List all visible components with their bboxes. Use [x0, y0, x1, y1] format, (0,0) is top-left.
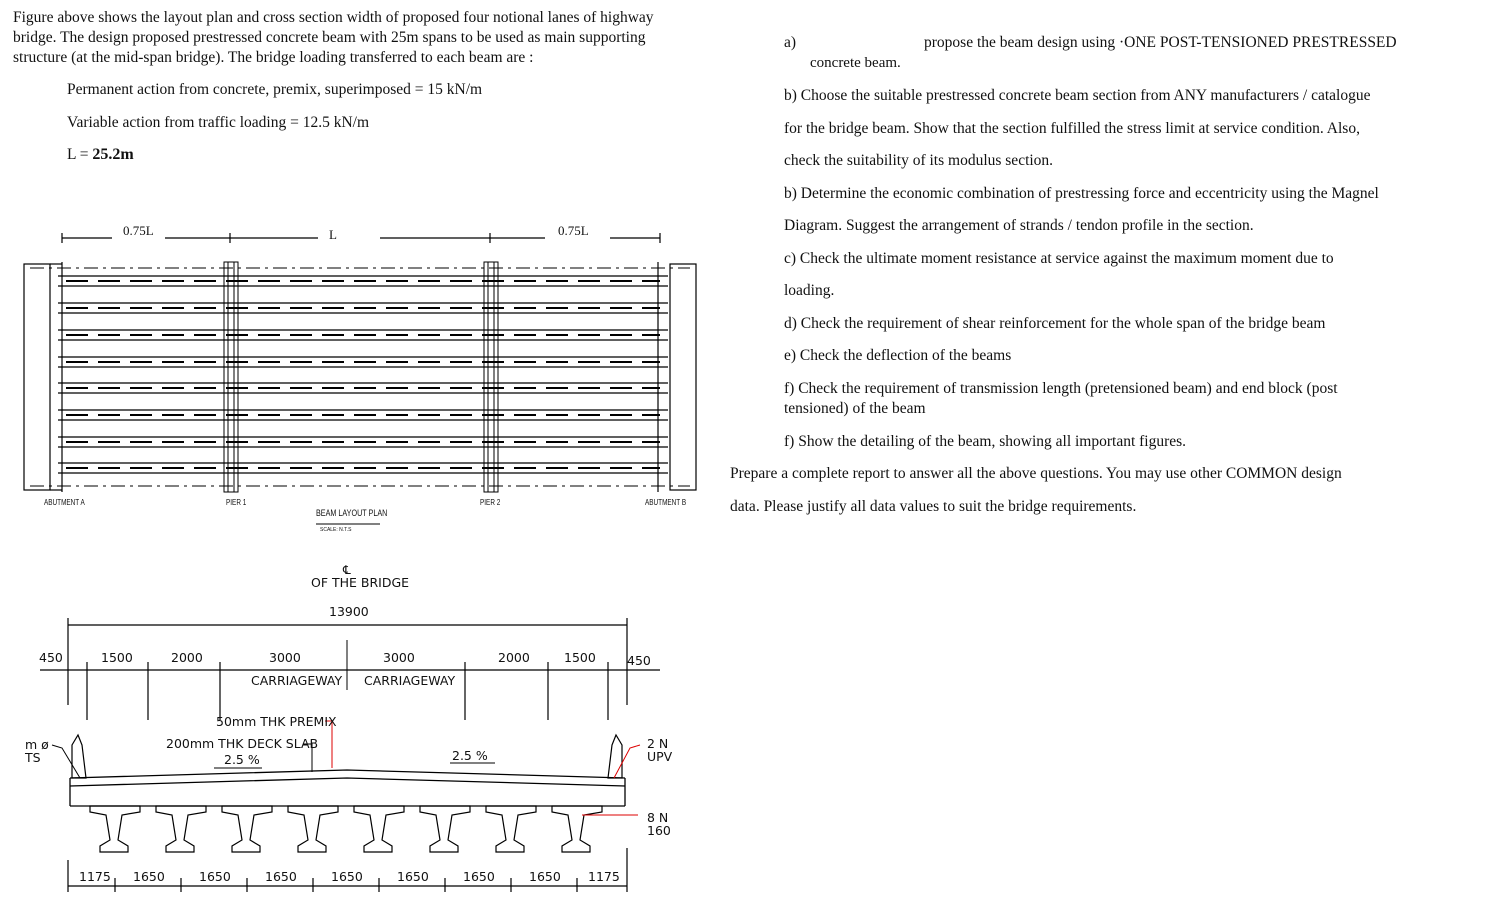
section-beam-5	[354, 806, 404, 852]
plan-beams	[30, 268, 690, 486]
bottom-dim-2: 1650	[133, 869, 165, 884]
plan-pier-1-label: PIER 1	[226, 498, 247, 507]
plan-pier-2	[484, 262, 498, 492]
top-dim-3: 2000	[171, 650, 203, 665]
top-dim-8: 450	[627, 653, 651, 668]
plan-span-right-label: 0.75L	[558, 223, 589, 238]
section-beam-4	[288, 806, 338, 852]
section-beam-3	[222, 806, 272, 852]
bottom-dim-1: 1175	[79, 869, 111, 884]
top-dim-1: 450	[39, 650, 63, 665]
variable-action: Variable action from traffic loading = 12.5 kN/m	[67, 114, 370, 131]
top-dim-4: 3000	[269, 650, 301, 665]
intro-line-1: Figure above shows the layout plan and cross section width of proposed four notional lanes of highway	[13, 9, 654, 26]
left-note-2: TS	[25, 750, 41, 765]
question-b1-line-3: check the suitability of its modulus section.	[784, 152, 1054, 169]
section-beam-2	[156, 806, 206, 852]
question-b1-line-2: for the bridge beam. Show that the section fulfilled the stress limit at service condition. Also,	[784, 120, 1360, 137]
centerline-symbol: ℄	[343, 563, 351, 577]
section-beam-6	[420, 806, 470, 852]
plan-abutment-a	[24, 262, 62, 492]
bottom-dim-8: 1650	[529, 869, 561, 884]
plan-beam-8	[58, 463, 668, 473]
plan-pier-1	[224, 262, 238, 492]
plan-span-left-label: 0.75L	[123, 223, 154, 238]
right-note-1: 2 N	[647, 736, 669, 751]
question-c-line-1: c) Check the ultimate moment resistance at service against the maximum moment due to	[784, 250, 1334, 267]
right-note-2: UPV	[647, 749, 673, 764]
plan-span-mid-label: L	[329, 227, 337, 242]
section-parapet-right	[608, 735, 622, 778]
plan-scale: SCALE: N.T.S	[320, 527, 352, 533]
bottom-dim-3: 1650	[199, 869, 231, 884]
deck-slab-note: 200mm THK DECK SLAB	[166, 736, 319, 751]
question-b2-line-2: Diagram. Suggest the arrangement of strands / tendon profile in the section.	[784, 217, 1254, 234]
question-f1-line-1: f) Check the requirement of transmission length (pretensioned beam) and end block (post	[784, 380, 1338, 397]
right-note-3: 8 N	[647, 810, 669, 825]
carriageway-left: CARRIAGEWAY	[251, 673, 343, 688]
section-top-dimension-line	[40, 662, 660, 720]
question-f1-line-2: tensioned) of the beam	[784, 400, 926, 417]
plan-beam-6	[58, 410, 668, 420]
top-dim-7: 1500	[564, 650, 596, 665]
question-f2: f) Show the detailing of the beam, showing all important figures.	[784, 433, 1187, 450]
question-e: e) Check the deflection of the beams	[784, 347, 1012, 364]
question-a-text-2: concrete beam.	[810, 55, 901, 71]
bottom-dim-6: 1650	[397, 869, 429, 884]
slope-right: 2.5 %	[452, 748, 488, 763]
right-note-4: 160	[647, 823, 671, 838]
plan-abutment-a-label: ABUTMENT A	[44, 498, 85, 507]
section-beam-7	[486, 806, 536, 852]
slope-left: 2.5 %	[224, 752, 260, 767]
plan-abutment-b-label: ABUTMENT B	[645, 498, 687, 507]
question-d: d) Check the requirement of shear reinforcement for the whole span of the bridge beam	[784, 315, 1326, 332]
span-length-label: L =	[67, 146, 93, 163]
plan-pier-2-label: PIER 2	[480, 498, 501, 507]
section-leaders	[52, 721, 640, 815]
question-b2-line-1: b) Determine the economic combination of prestressing force and eccentricity using the Magnel	[784, 185, 1379, 202]
question-c-line-2: loading.	[784, 282, 835, 299]
bottom-dim-7: 1650	[463, 869, 495, 884]
plan-abutment-b	[658, 262, 696, 492]
section-parapet-left	[72, 735, 86, 778]
intro-line-3: structure (at the mid-span bridge). The bridge loading transferred to each beam are :	[13, 49, 534, 66]
plan-beam-1	[58, 276, 668, 286]
top-dim-2: 1500	[101, 650, 133, 665]
section-deck	[70, 770, 625, 806]
plan-beam-7	[58, 437, 668, 447]
centerline-label: OF THE BRIDGE	[311, 575, 410, 590]
top-dim-5: 3000	[383, 650, 415, 665]
bottom-dim-9: 1175	[588, 869, 620, 884]
left-note-1: m ø	[25, 737, 49, 752]
question-a-label: a)	[784, 34, 797, 51]
question-b1-line-1: b) Choose the suitable prestressed concrete beam section from ANY manufacturers / catalogue	[784, 87, 1371, 104]
section-beam-1	[90, 806, 140, 852]
top-dim-6: 2000	[498, 650, 530, 665]
span-length-value: 25.2m	[92, 146, 134, 163]
plan-title: BEAM LAYOUT PLAN	[316, 508, 388, 518]
question-a-text: propose the beam design using ·ONE POST-TENSIONED PRESTRESSED	[924, 34, 1397, 51]
section-beams	[90, 806, 602, 852]
plan-beam-5	[58, 383, 668, 393]
prepare-line-2: data. Please justify all data values to suit the bridge requirements.	[730, 498, 1137, 515]
plan-beam-4	[58, 357, 668, 367]
prepare-line-1: Prepare a complete report to answer all the above questions. You may use other COMMON design	[730, 465, 1342, 482]
bottom-dim-5: 1650	[331, 869, 363, 884]
section-beam-8	[552, 806, 602, 852]
intro-line-2: bridge. The design proposed prestressed concrete beam with 25m spans to be used as main supporting	[13, 29, 646, 46]
carriageway-right: CARRIAGEWAY	[364, 673, 456, 688]
plan-beam-2	[58, 303, 668, 313]
section-total-width: 13900	[329, 604, 369, 619]
bottom-dim-4: 1650	[265, 869, 297, 884]
permanent-action: Permanent action from concrete, premix, superimposed = 15 kN/m	[67, 81, 483, 98]
plan-beam-3	[58, 330, 668, 340]
premix-note: 50mm THK PREMIX	[216, 714, 337, 729]
